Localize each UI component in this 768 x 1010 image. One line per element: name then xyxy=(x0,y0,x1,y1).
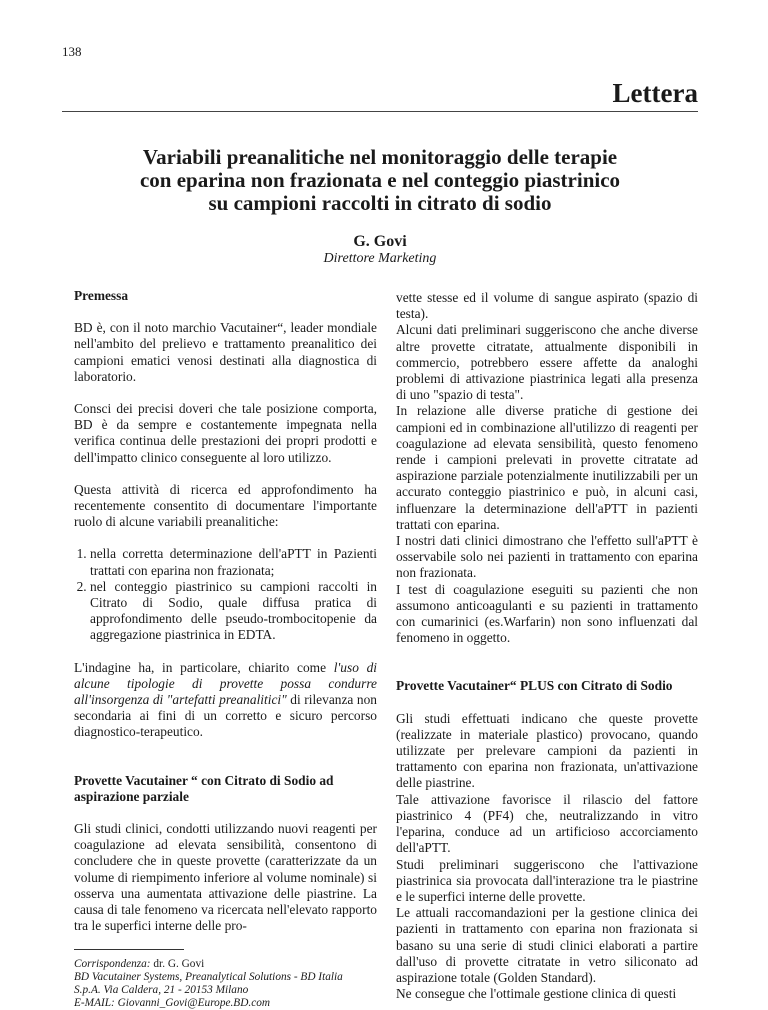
paragraph: Alcuni dati preliminari suggeriscono che anche diverse altre provette citratate, attualmente disponibili in commercio, potrebbero essere affette da analoghi problemi di attivazione piastrinica legati alla presenza di uno "spazio di testa". xyxy=(396,322,698,403)
list-item: 1. nella corretta determinazione dell'aPTT in Pazienti trattati con eparina non frazionata; xyxy=(90,546,377,578)
paragraph: Le attuali raccomandazioni per la gestione clinica dei pazienti in trattamento con eparina non frazionata si basano su una serie di studi clinici elaborati a partire dall'uso di provette citratate in vetro siliconato ad aspirazione totale (Golden Standard). xyxy=(396,905,698,985)
paragraph: In relazione alle diverse pratiche di gestione dei campioni ed in combinazione all'utilizzo di reagenti per coagulazione ad elevata sensibilità, questo fenomeno rende i campioni prelevati in provette citratate ad aspirazione parziale potenzialmente inutilizzabili per un accurato conteggio piastrinico e può, in alcuni casi, influenzare la determinazione dell'aPTT in pazienti trattati con eparina. xyxy=(396,403,698,532)
article-title xyxy=(62,146,698,215)
paragraph: Ne consegue che l'ottimale gestione clinica di questi xyxy=(396,986,677,1002)
heading-plus: Provette Vacutainer“ PLUS con Citrato di Sodio xyxy=(396,678,673,694)
footnote-email: E-MAIL: Giovanni_Govi@Europe.BD.com xyxy=(74,996,271,1009)
paragraph: Gli studi effettuati indicano che queste provette (realizzate in materiale plastico) provocano, quando utilizzate per prelevare campioni da pazienti in trattamento con eparina non frazionata, un'attivazione delle piastrine. xyxy=(396,710,698,791)
paragraph: Questa attività di ricerca ed approfondimento ha recentemente consentito di documentare l'importante ruolo di alcune variabili preanalitiche: xyxy=(74,481,377,530)
list-item: 2. nel conteggio piastrinico su campioni raccolti in Citrato di Sodio, quale diffusa pratica di approfondimento delle pseudo-trombocitopenie da aggregazione piastrinica in EDTA. xyxy=(90,579,377,644)
paragraph: I test di coagulazione eseguiti su pazienti che non assumono anticoagulanti e su pazienti in trattamento con cumarinici (es.Warfarin) non sono influenzati dal fenomeno in oggetto. xyxy=(396,581,698,646)
footnote-line: BD Vacutainer Systems, Preanalytical Solutions - BD Italia xyxy=(74,970,343,983)
paragraph: Consci dei precisi doveri che tale posizione comporta, BD è da sempre e costantemente impegnata nella verifica continua delle prestazioni dei propri prodotti e dell'impatto clinico conseguente al loro utilizzo. xyxy=(74,401,377,465)
footnote-line: S.p.A. Via Caldera, 21 - 20153 Milano xyxy=(74,983,249,996)
emphasis-text: l'uso di alcune tipologie di provette possa condurre all'insorgenza di "artefatti preanalitici" xyxy=(74,659,377,708)
title-line: con eparina non frazionata e nel conteggio piastrinico xyxy=(139,168,621,192)
heading-aspirazione-parziale: Provette Vacutainer “ con Citrato di Sodio ad aspirazione parziale xyxy=(74,772,334,804)
footnote-name: dr. G. Govi xyxy=(150,957,205,970)
title-line: Variabili preanalitiche nel monitoraggio delle terapie xyxy=(142,145,618,169)
paragraph xyxy=(74,660,377,741)
text-run: di rilevanza non secondaria ai fini di un corretto e sicuro percorso diagnostico-terapeutico. xyxy=(74,692,377,740)
header-rule xyxy=(62,111,698,112)
correspondence-footnote xyxy=(74,958,377,1010)
paragraph: Tale attivazione favorisce il rilascio del fattore piastrinico 4 (PF4) che, neutralizzando in vitro l'eparina, conduce ad un artificioso accorciamento dell'aPTT. xyxy=(396,791,698,856)
footnote-line xyxy=(74,958,377,971)
author: G. Govi xyxy=(353,233,407,250)
text-run: L'indagine ha, in particolare, chiarito come xyxy=(74,659,334,675)
paragraph: Studi preliminari suggeriscono che l'attivazione piastrinica sia provocata dall'interazione tra le piastrine e le superfici interne delle provette. xyxy=(396,856,698,904)
affiliation: Direttore Marketing xyxy=(323,251,437,266)
section-label: Lettera xyxy=(612,78,698,108)
page-number: 138 xyxy=(62,44,82,59)
paragraph: Gli studi clinici, condotti utilizzando nuovi reagenti per coagulazione ad elevata sensibilità, consentono di concludere che in queste provette (caratterizzate da un volume di riempimento inferiore al volume nominale) si osserva una aumentata attivazione delle piastrine. La causa di tale fenomeno va ricercata nell'elevato rapporto tra le superfici interne delle pro- xyxy=(74,821,377,934)
paragraph: vette stesse ed il volume di sangue aspirato (spazio di testa). xyxy=(396,290,698,322)
left-column xyxy=(74,288,377,1010)
footnote-label: Corrispondenza: xyxy=(74,957,151,970)
footnote-rule xyxy=(74,949,184,950)
heading-premessa: Premessa xyxy=(74,288,129,303)
paragraph: I nostri dati clinici dimostrano che l'effetto sull'aPTT è osservabile solo nei pazienti in trattamento con eparina non frazionata. xyxy=(396,533,698,581)
right-column xyxy=(396,290,698,1002)
title-line: su campioni raccolti in citrato di sodio xyxy=(208,191,552,215)
paragraph: BD è, con il noto marchio Vacutainer“, leader mondiale nell'ambito del prelievo e trattamento preanalitico dei campioni ematici venosi destinati alla diagnostica di laboratorio. xyxy=(74,320,377,384)
numbered-list xyxy=(74,546,377,643)
